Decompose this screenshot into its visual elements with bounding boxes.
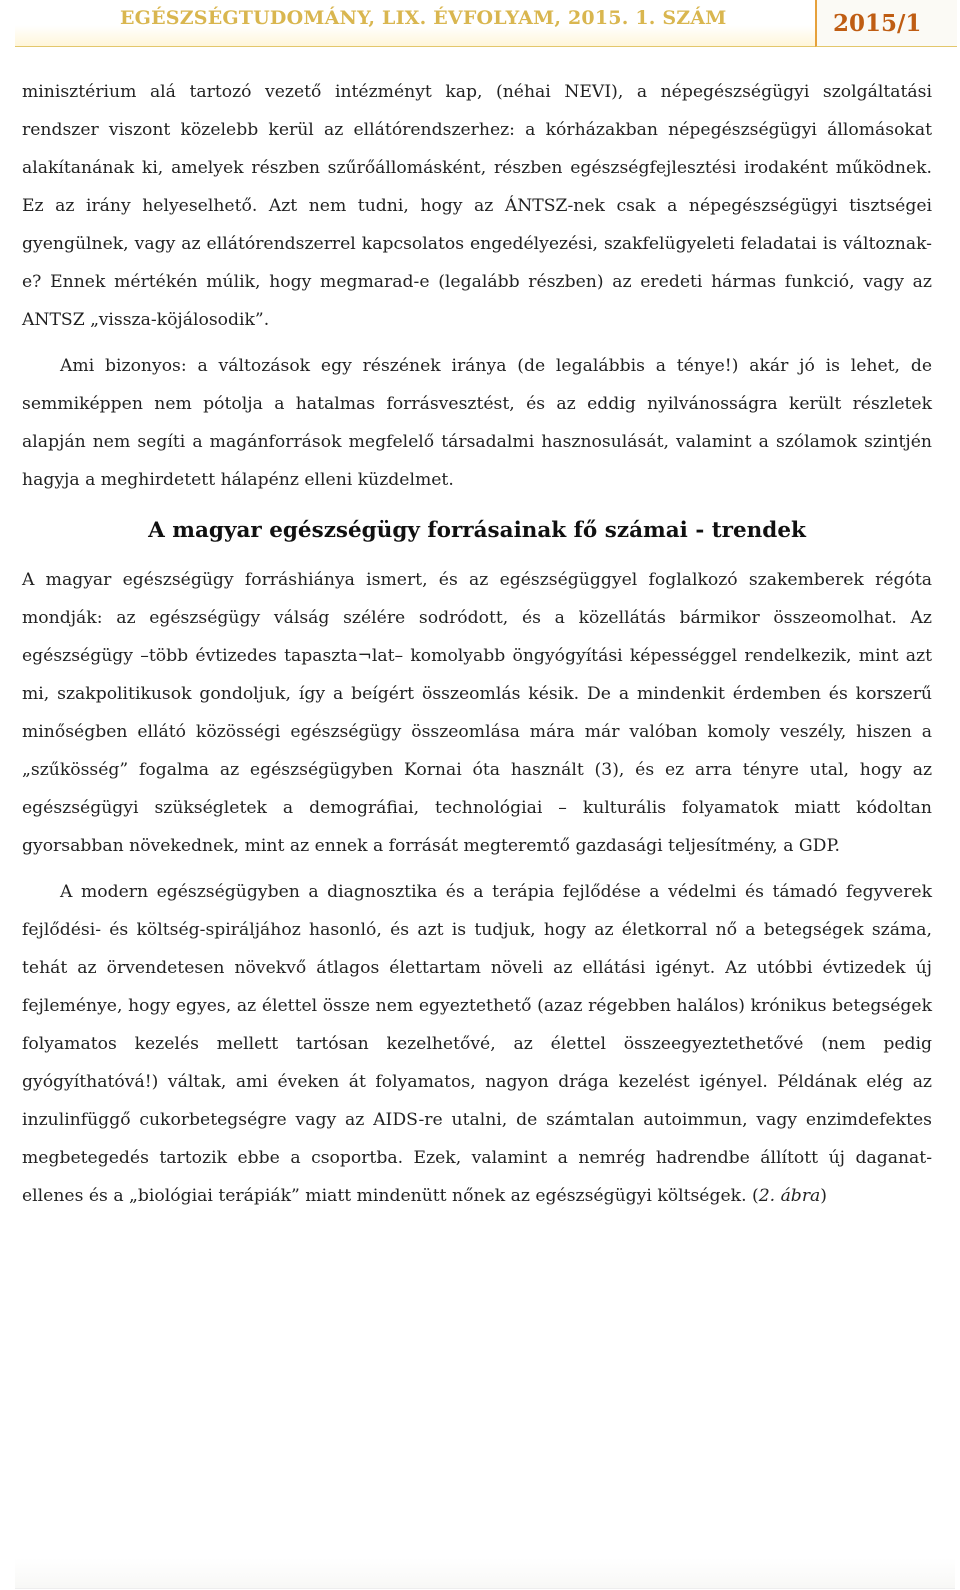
issue-box <box>815 0 957 47</box>
page-header <box>0 0 960 50</box>
article-body <box>22 73 932 1215</box>
page-footer <box>15 1558 955 1589</box>
issue-number: 2015/1 <box>833 10 922 37</box>
paragraph-3: A magyar egészségügy forráshiánya ismert, és az egészségüggyel foglalkozó szakemberek régóta mondják: az egészségügy válság szélére sodródott, és a közellátás bármikor összeomolhat. Az egészségügy –több évtizedes tapaszta¬lat– komolyabb öngyógyítási képességgel rendelkezik, mint azt mi, szakpolitikusok gondoljuk, így a beígért összeomlás késik. De a mindenkit érdemben és korszerű minőségben ellátó közösségi egészségügy összeomlása mára már valóban komoly veszély, hiszen a „szűkösség” fogalma az egészségügyben Kornai óta használt (3), és ez arra tényre utal, hogy az egészségügyi szükségletek a demográfiai, technológiai – kulturális folyamatok miatt kódoltan gyorsabban növekednek, mint az ennek a forrását megteremtő gazdasági teljesítmény, a GDP. <box>22 570 932 856</box>
paragraph-1: minisztérium alá tartozó vezető intézményt kap, (néhai NEVI), a népegészségügyi szolgáltatási rendszer viszont közelebb kerül az ellátórendszerhez: a kórházakban népegészségügyi állomásokat alakítanának ki, amelyek részben szűrőállomásként, részben egészségfejlesztési irodaként működnek. Ez az irány helyeselhető. Azt nem tudni, hogy az ÁNTSZ-nek csak a népegészségügyi tisztségei gyengülnek, vagy az ellátórendszerrel kapcsolatos engedélyezési, szakfelügyeleti feladatai is változnak-e? Ennek mértékén múlik, hogy megmarad-e (legalább részben) az eredeti hármas funkció, vagy az ANTSZ „vissza-köjálosodik”. <box>22 82 932 330</box>
paragraph-4 <box>22 873 932 1215</box>
figure-reference: 2. ábra <box>758 1186 821 1206</box>
journal-banner <box>15 0 815 47</box>
journal-title: EGÉSZSÉGTUDOMÁNY, LIX. ÉVFOLYAM, 2015. 1. SZÁM <box>120 7 727 29</box>
paragraph-4-end: ) <box>820 1186 827 1206</box>
paragraph-2: Ami bizonyos: a változások egy részének iránya (de legalábbis a ténye!) akár jó is lehet, de semmiképpen nem pótolja a hatalmas forrásvesztést, és az eddig nyilvánosságra került részletek alapján nem segíti a magánforrások megfelelő társadalmi hasznosulását, valamint a szólamok szintjén hagyja a meghirdetett hálapénz elleni küzdelmet. <box>22 356 932 490</box>
section-heading: A magyar egészségügy forrásainak fő számai - trendek <box>148 518 806 543</box>
paragraph-4-text: A modern egészségügyben a diagnosztika és a terápia fejlődése a védelmi és támadó fegyverek fejlődési- és költség-spiráljához hasonló, és azt is tudjuk, hogy az életkorral nő a betegségek száma, tehát az örvendetesen növekvő átlagos élettartam növeli az ellátási igényt. Az utóbbi évtizedek új fejleménye, hogy egyes, az élettel össze nem egyeztethető (azaz régebben halálos) krónikus betegségek folyamatos kezelés mellett tartósan kezelhetővé, az élettel összeegyeztethetővé (nem pedig gyógyíthatóvá!) váltak, ami éveken át folyamatos, nagyon drága kezelést igényel. Példának elég az inzulinfüggő cukorbetegségre vagy az AIDS-re utalni, de számtalan autoimmun, vagy enzimdefektes megbetegedés tartozik ebbe a csoportba. Ezek, valamint a nemrég hadrendbe állított új daganat-ellenes és a „biológiai terápiák” miatt mindenütt nőnek az egészségügyi költségek. ( <box>22 882 932 1206</box>
